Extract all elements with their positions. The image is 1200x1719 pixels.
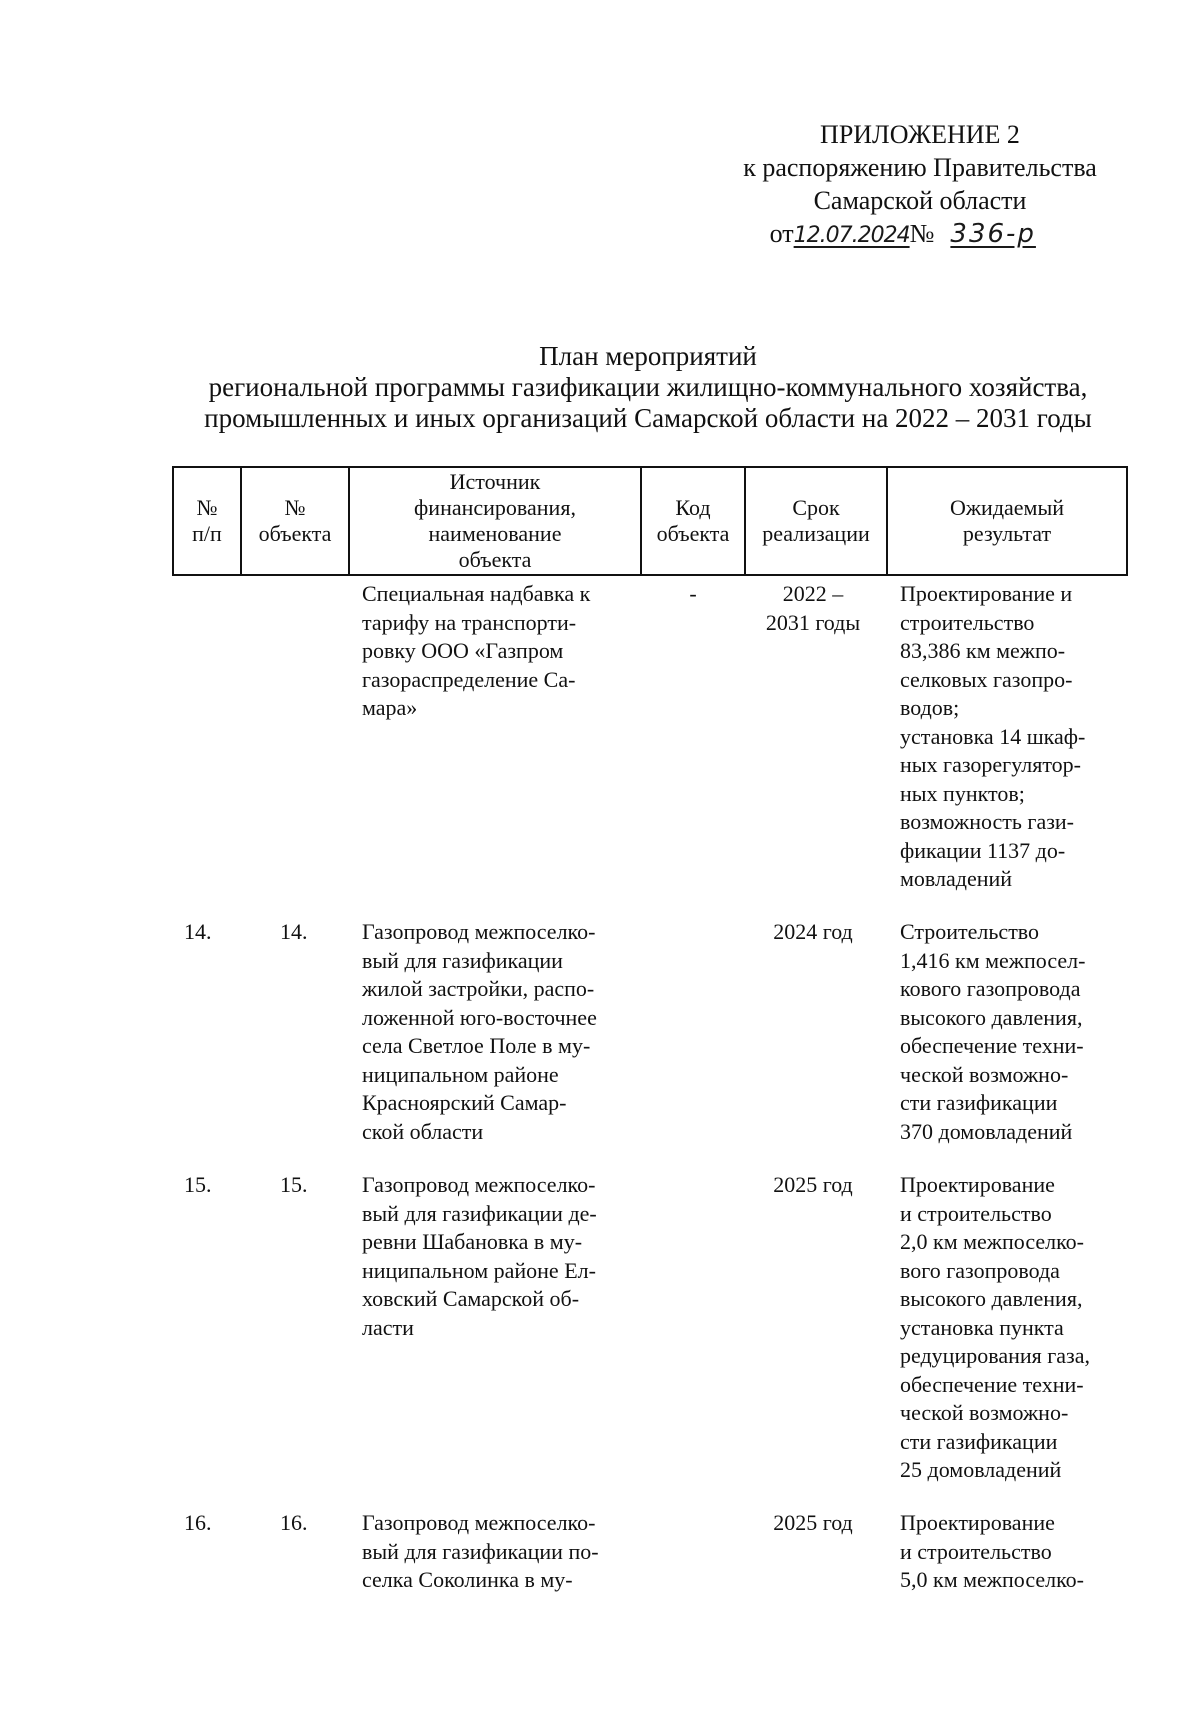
date-number-line	[700, 217, 1140, 252]
row-0-term: 2022 – 2031 годы	[765, 581, 861, 635]
row-3-object-number: 16.	[280, 1510, 308, 1535]
number-prefix: №	[909, 219, 935, 248]
appendix-line-region: Самарской области	[813, 186, 1027, 215]
row-1-name: Газопровод межпоселко- вый для газификации жилой застройки, распо- ложенной юго-восточнее села Светлое Поле в му- ниципальном районе Красноярский Самар- ской области	[362, 919, 597, 1144]
header-cell-row-number	[172, 466, 242, 576]
header-label-term: Срок реализации	[762, 495, 870, 546]
handwritten-date: 12.07.2024	[793, 223, 910, 248]
header-label-source-name: Источник финансирования, наименование объекта	[414, 469, 576, 572]
header-cell-object-code	[642, 466, 746, 576]
row-3-term: 2025 год	[773, 1510, 853, 1535]
header-label-row-number: № п/п	[192, 495, 222, 546]
appendix-title: ПРИЛОЖЕНИЕ 2	[820, 120, 1020, 149]
header-cell-term	[746, 466, 888, 576]
row-1-term: 2024 год	[773, 919, 853, 944]
row-2-number: 15.	[184, 1172, 212, 1197]
row-1-number: 14.	[184, 919, 212, 944]
row-2-object-number: 15.	[280, 1172, 308, 1197]
handwritten-number: 336-р	[950, 219, 1036, 249]
row-1-result: Строительство 1,416 км межпосел- кового газопровода высокого давления, обеспечение техни- ческой возможно- сти газификации 370 домовладений	[900, 919, 1086, 1144]
row-2-name: Газопровод межпоселко- вый для газификации де- ревни Шабановка в му- ниципальном районе Ел- ховский Самарской об- ласти	[362, 1172, 597, 1340]
row-3-name: Газопровод межпоселко- вый для газификации по- селка Соколинка в му-	[362, 1510, 599, 1592]
header-label-object-code: Код объекта	[656, 495, 730, 546]
header-label-result: Ожидаемый результат	[949, 495, 1065, 546]
row-3-number: 16.	[184, 1510, 212, 1535]
plan-title-line-1: План мероприятий	[539, 341, 757, 371]
header-cell-result	[888, 466, 1128, 576]
row-1-object-number: 14.	[280, 919, 308, 944]
plan-title-line-3: промышленных и иных организаций Самарской области на 2022 – 2031 годы	[204, 403, 1092, 433]
row-0-result: Проектирование и строительство 83,386 км межпо- селковых газопро- водов; установка 14 шкаф- ных газорегулятор- ных пунктов; возможность гази- фикации 1137 до- мовладений	[900, 581, 1086, 891]
appendix-line-decree: к распоряжению Правительства	[743, 153, 1097, 182]
row-0-code: -	[689, 581, 697, 606]
row-2-term: 2025 год	[773, 1172, 853, 1197]
appendix-block	[700, 118, 1140, 252]
header-cell-object-number	[242, 466, 350, 576]
header-cell-source-name	[350, 466, 642, 576]
date-prefix: от	[769, 219, 794, 248]
plan-title	[150, 341, 1146, 434]
row-2-result: Проектирование и строительство 2,0 км межпоселко- вого газопровода высокого давления, установка пункта редуцирования газа, обеспечение техни- ческой возможно- сти газификации 25 домовладений	[900, 1172, 1090, 1482]
header-label-object-number: № объекта	[258, 495, 332, 546]
row-0-name: Специальная надбавка к тарифу на транспорти- ровку ООО «Газпром газораспределение Са- мара»	[362, 581, 591, 720]
plan-title-line-2: региональной программы газификации жилищно-коммунального хозяйства,	[208, 372, 1088, 402]
row-3-result: Проектирование и строительство 5,0 км межпоселко-	[900, 1510, 1084, 1592]
